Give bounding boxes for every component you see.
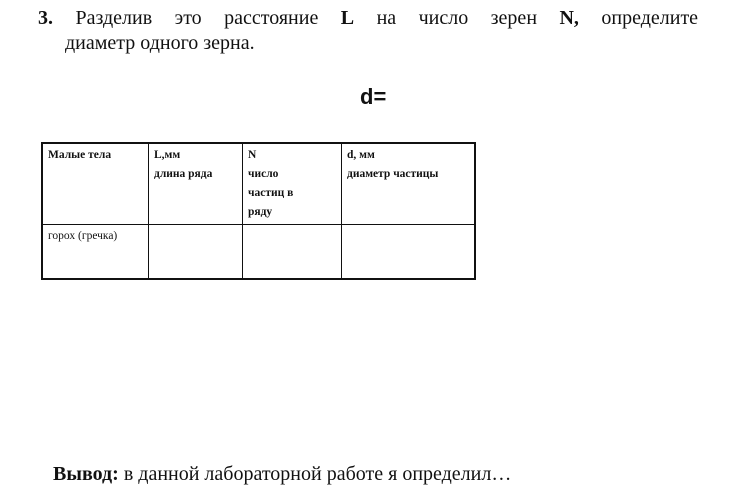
header-line: ряду [248, 206, 273, 218]
task-paragraph [38, 6, 698, 56]
conclusion-line [53, 462, 511, 486]
task-text-part3: определите [601, 7, 699, 29]
conclusion-text: в данной лабораторной работе я определил… [123, 463, 512, 485]
conclusion-label: Вывод: [53, 463, 119, 485]
cell-count [243, 225, 342, 280]
table-row [42, 225, 475, 280]
task-number: 3. [38, 7, 53, 29]
header-particle-diameter [342, 143, 476, 225]
header-particle-count [243, 143, 342, 225]
task-var-N: N, [559, 7, 579, 29]
header-line: частиц в [248, 187, 294, 199]
cell-diameter [342, 225, 476, 280]
cell-body-name: горох (гречка) [42, 225, 149, 280]
task-var-L: L [340, 7, 355, 29]
header-line: L,мм [154, 149, 181, 161]
cropped-line-remnant [120, 0, 380, 3]
task-line-2: диаметр одного зерна. [65, 32, 255, 54]
header-line: число [248, 168, 279, 180]
header-small-bodies [42, 143, 149, 225]
task-line-1 [38, 6, 698, 31]
task-text-part2: на число зерен [376, 7, 538, 29]
formula-d: d= [360, 84, 387, 109]
header-line: N [248, 149, 257, 161]
measurements-table [41, 142, 476, 280]
table-header-row [42, 143, 475, 225]
header-row-length [149, 143, 243, 225]
header-line: длина ряда [154, 168, 213, 180]
cell-length [149, 225, 243, 280]
task-text-part1: Разделив это расстояние [75, 7, 319, 29]
header-line: Малые тела [48, 149, 112, 161]
header-line: d, мм [347, 149, 375, 161]
header-line: диаметр частицы [347, 168, 439, 180]
